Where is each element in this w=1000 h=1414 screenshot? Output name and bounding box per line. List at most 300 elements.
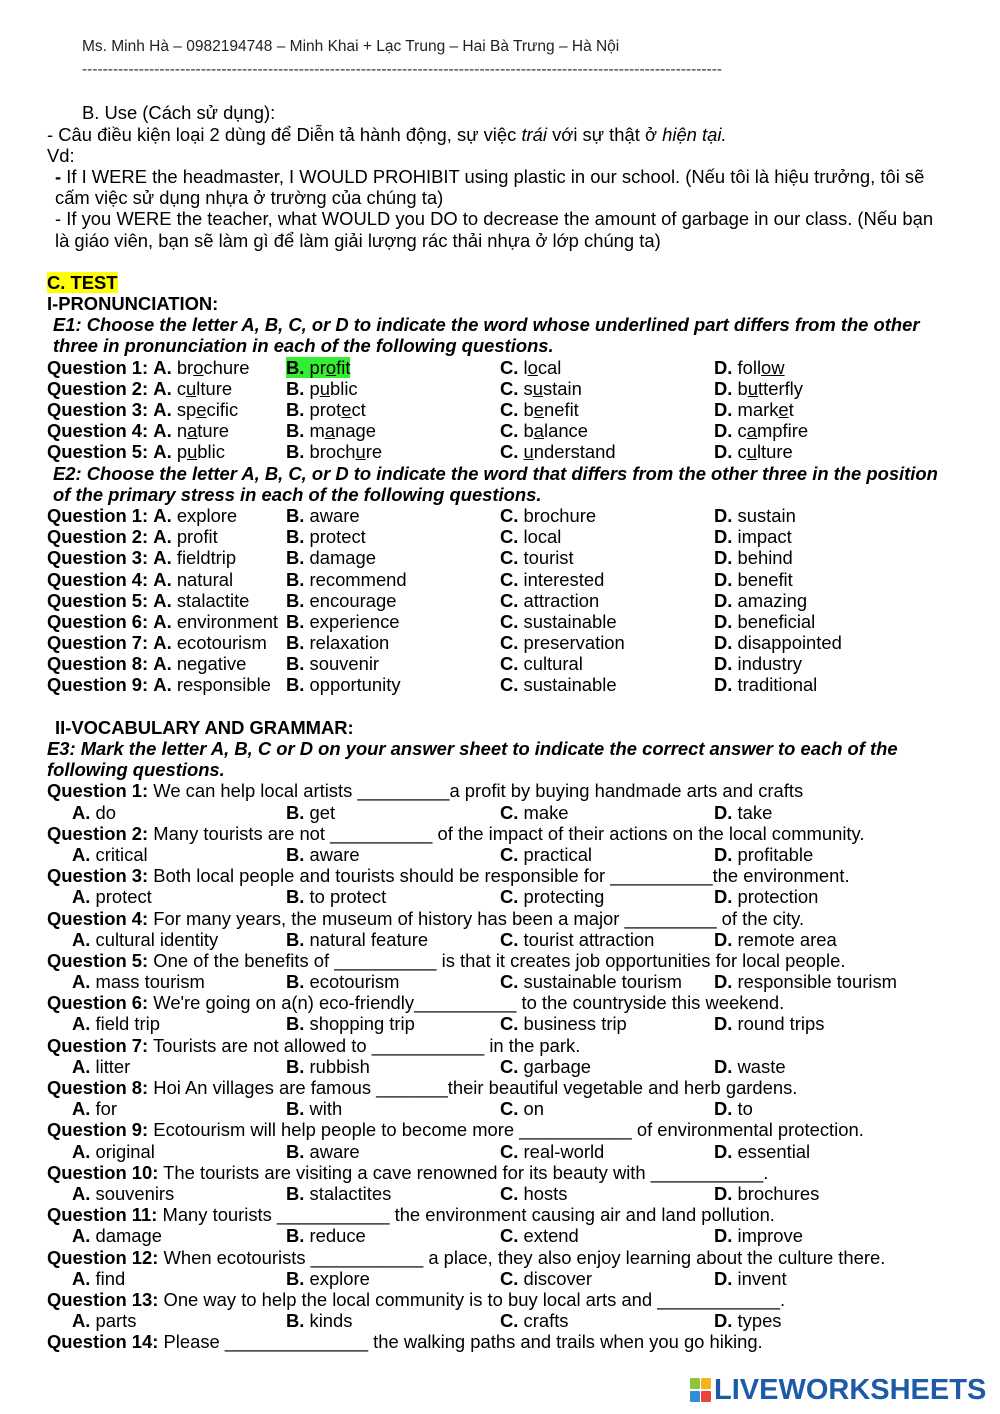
option-letter: D. xyxy=(714,1182,733,1204)
option-letter: B. xyxy=(286,1310,305,1332)
option-d[interactable] xyxy=(714,569,793,590)
option-text-start: m xyxy=(309,420,325,442)
option-text-end: re xyxy=(365,441,383,463)
option-text: damage xyxy=(309,547,376,569)
option-b[interactable] xyxy=(286,653,379,674)
option-a[interactable] xyxy=(72,886,152,907)
option-b[interactable] xyxy=(286,929,428,950)
option-c[interactable] xyxy=(500,1141,604,1162)
liveworksheets-logo-text: LIVEWORKSHEETS xyxy=(714,1374,987,1406)
option-d[interactable] xyxy=(714,378,803,399)
option-b[interactable] xyxy=(286,844,360,865)
option-text: protect xyxy=(95,886,152,908)
option-text: aware xyxy=(309,1140,360,1162)
option-d[interactable] xyxy=(714,653,802,674)
option-letter: B. xyxy=(286,1098,305,1120)
option-letter: B. xyxy=(286,610,305,632)
question-stem: When ecotourists ___________ a place, they also enjoy learning about the culture there. xyxy=(163,1246,886,1268)
option-letter: D. xyxy=(714,589,733,611)
option-text: sustainable xyxy=(523,610,617,632)
option-letter: C. xyxy=(500,632,519,654)
option-letter: B. xyxy=(286,1182,305,1204)
option-letter: C. xyxy=(500,610,519,632)
option-a[interactable] xyxy=(72,1056,130,1077)
option-d[interactable] xyxy=(714,590,807,611)
option-b[interactable] xyxy=(286,674,401,695)
question-label: Question 9: xyxy=(47,674,149,696)
pronunciation-heading: I-PRONUNCIATION: xyxy=(47,293,219,315)
option-letter: B. xyxy=(286,547,305,569)
vocabulary-heading: II-VOCABULARY AND GRAMMAR: xyxy=(55,716,354,738)
option-letter: D. xyxy=(714,971,733,993)
option-text: relaxation xyxy=(309,632,390,654)
option-b[interactable] xyxy=(286,526,366,547)
option-d[interactable] xyxy=(714,547,793,568)
e3-question-2 xyxy=(47,823,992,844)
option-d[interactable] xyxy=(714,1013,824,1034)
option-c[interactable] xyxy=(500,632,625,653)
option-text: improve xyxy=(737,1225,803,1247)
example-2 xyxy=(47,208,992,229)
option-a[interactable] xyxy=(72,1141,155,1162)
option-underlined-sound: u xyxy=(186,377,197,399)
option-b[interactable] xyxy=(286,1056,370,1077)
e3-question-4-options xyxy=(47,929,992,950)
option-a[interactable] xyxy=(153,611,278,632)
option-text-end: blic xyxy=(330,377,358,399)
option-letter: C. xyxy=(500,843,519,865)
option-c[interactable] xyxy=(500,590,599,611)
worksheet-body xyxy=(47,102,992,1352)
question-label: Question 8: xyxy=(47,1077,149,1099)
option-b[interactable] xyxy=(286,399,366,420)
option-text-end: ture xyxy=(197,420,229,442)
option-text: do xyxy=(95,801,116,823)
option-c[interactable] xyxy=(500,569,604,590)
option-text: on xyxy=(523,1098,544,1120)
option-b[interactable] xyxy=(286,505,360,526)
option-b[interactable] xyxy=(286,378,358,399)
option-a[interactable] xyxy=(72,971,205,992)
option-letter: B. xyxy=(286,377,305,399)
option-a[interactable] xyxy=(72,844,148,865)
option-c[interactable] xyxy=(500,420,588,441)
option-text: preservation xyxy=(523,632,625,654)
option-text: remote area xyxy=(737,928,837,950)
question-label: Question 1: xyxy=(47,780,149,802)
e3-question-list xyxy=(47,780,992,1352)
option-text: souvenirs xyxy=(95,1182,175,1204)
option-letter: C. xyxy=(500,971,519,993)
option-a[interactable] xyxy=(72,929,218,950)
option-letter: D. xyxy=(714,632,733,654)
option-letter: A. xyxy=(72,1013,91,1035)
option-text: get xyxy=(309,801,336,823)
option-d[interactable] xyxy=(714,929,837,950)
option-text-start: sp xyxy=(176,399,197,421)
option-text: for xyxy=(95,1098,117,1120)
option-a[interactable] xyxy=(72,1183,174,1204)
e2-question-9 xyxy=(47,674,992,695)
option-text-end: lture xyxy=(196,377,233,399)
option-letter: D. xyxy=(714,526,733,548)
option-text-end: blic xyxy=(197,441,225,463)
option-letter: D. xyxy=(714,801,733,823)
option-letter: D. xyxy=(714,441,733,463)
option-text: original xyxy=(95,1140,155,1162)
option-letter: B. xyxy=(286,971,305,993)
option-letter: C. xyxy=(500,1267,519,1289)
option-a[interactable] xyxy=(153,378,232,399)
e2-question-7 xyxy=(47,632,992,653)
option-text: disappointed xyxy=(737,632,842,654)
option-c[interactable] xyxy=(500,1310,569,1331)
question-label: Question 1: xyxy=(47,356,149,378)
question-label: Question 6: xyxy=(47,992,149,1014)
option-c[interactable] xyxy=(500,674,617,695)
e3-question-13-options xyxy=(47,1310,992,1331)
question-label: Question 9: xyxy=(47,1119,149,1141)
option-c[interactable] xyxy=(500,653,583,674)
option-text-end: stain xyxy=(542,377,582,399)
e3-question-1-options xyxy=(47,802,992,823)
option-text: aware xyxy=(309,504,360,526)
option-c[interactable] xyxy=(500,357,561,378)
e3-question-6 xyxy=(47,992,992,1013)
option-underlined-sound: e xyxy=(341,399,352,421)
option-c[interactable] xyxy=(500,399,579,420)
option-d[interactable] xyxy=(714,1183,819,1204)
option-a[interactable] xyxy=(72,1225,162,1246)
option-d[interactable] xyxy=(714,844,813,865)
option-text-end: t xyxy=(788,399,794,421)
e3-question-10 xyxy=(47,1162,992,1183)
option-letter: C. xyxy=(500,399,519,421)
option-letter: B. xyxy=(286,928,305,950)
option-text-end: mpfire xyxy=(756,420,809,442)
option-letter: C. xyxy=(500,1225,519,1247)
option-letter: A. xyxy=(153,441,172,463)
option-b[interactable] xyxy=(286,1013,415,1034)
option-letter: B. xyxy=(286,589,305,611)
option-letter: A. xyxy=(153,632,172,654)
option-a[interactable] xyxy=(72,1310,136,1331)
option-text-end: ct xyxy=(351,399,366,421)
question-label: Question 11: xyxy=(47,1204,158,1226)
option-d[interactable] xyxy=(714,420,808,441)
option-a[interactable] xyxy=(72,1098,117,1119)
option-letter: B. xyxy=(286,399,305,421)
option-d[interactable] xyxy=(714,886,818,907)
option-text: practical xyxy=(523,843,593,865)
example-2-text: If you WERE the teacher, what WOULD you DO to decrease the amount of garbage in our class. (Nếu bạn xyxy=(61,208,934,230)
option-d[interactable] xyxy=(714,399,794,420)
option-letter: C. xyxy=(500,568,519,590)
e2-question-1 xyxy=(47,505,992,526)
option-b[interactable] xyxy=(286,1098,342,1119)
option-b[interactable] xyxy=(286,1310,352,1331)
option-text: attraction xyxy=(523,589,600,611)
option-c[interactable] xyxy=(500,1056,591,1077)
option-b[interactable] xyxy=(286,802,335,823)
option-b[interactable] xyxy=(286,420,376,441)
question-stem: Please ______________ the walking paths and trails when you go hiking. xyxy=(163,1331,763,1353)
option-a[interactable] xyxy=(153,441,225,462)
example-1-continuation: cấm việc sử dụng nhựa ở trường của chúng ta) xyxy=(55,187,444,209)
option-text: make xyxy=(523,801,569,823)
option-text: explore xyxy=(309,1267,370,1289)
option-letter: C. xyxy=(500,674,519,696)
option-letter: D. xyxy=(714,928,733,950)
option-b[interactable] xyxy=(286,1268,370,1289)
question-label: Question 7: xyxy=(47,1034,149,1056)
question-label: Question 8: xyxy=(47,653,149,675)
option-underlined-sound: u xyxy=(747,377,758,399)
option-b[interactable] xyxy=(286,441,382,462)
e3-question-11 xyxy=(47,1204,992,1225)
option-c[interactable] xyxy=(500,844,592,865)
option-c[interactable] xyxy=(500,802,569,823)
option-a[interactable] xyxy=(153,674,271,695)
option-text-end: nage xyxy=(335,420,377,442)
option-d[interactable] xyxy=(714,526,792,547)
e3-question-6-options xyxy=(47,1013,992,1034)
option-text: litter xyxy=(95,1055,131,1077)
option-b[interactable] xyxy=(286,590,396,611)
question-label: Question 2: xyxy=(47,377,149,399)
e2-instructions-line-1: E2: Choose the letter A, B, C, or D to indicate the word that differs from the other three in the position xyxy=(53,462,938,484)
option-underlined-sound: u xyxy=(523,441,534,463)
option-letter: A. xyxy=(153,589,172,611)
e3-question-8-options xyxy=(47,1098,992,1119)
option-c[interactable] xyxy=(500,929,654,950)
option-d[interactable] xyxy=(714,357,785,378)
question-stem: The tourists are visiting a cave renowned for its beauty with ___________. xyxy=(163,1161,769,1183)
option-text: protect xyxy=(309,526,366,548)
option-b[interactable] xyxy=(286,569,407,590)
option-b[interactable] xyxy=(286,1225,366,1246)
option-text: sustainable xyxy=(523,674,617,696)
option-text-start: foll xyxy=(737,356,762,378)
option-d[interactable] xyxy=(714,802,772,823)
option-c[interactable] xyxy=(500,1225,579,1246)
option-text: real-world xyxy=(523,1140,605,1162)
option-text-end: cal xyxy=(537,356,562,378)
option-c[interactable] xyxy=(500,1183,568,1204)
liveworksheets-logo[interactable] xyxy=(690,1376,986,1404)
option-c[interactable] xyxy=(500,611,617,632)
option-letter: A. xyxy=(153,399,172,421)
question-label: Question 4: xyxy=(47,907,149,929)
option-letter: A. xyxy=(153,420,172,442)
option-text: stalactites xyxy=(309,1182,392,1204)
e3-question-4 xyxy=(47,908,992,929)
option-b[interactable] xyxy=(286,357,350,378)
option-underlined-sound: e xyxy=(533,399,544,421)
example-2-continuation: là giáo viên, bạn sẽ làm gì để làm giải lượng rác thải nhựa ở lớp chúng ta) xyxy=(55,229,661,251)
option-b[interactable] xyxy=(286,611,400,632)
option-text: shopping trip xyxy=(309,1013,415,1035)
option-underlined-sound: u xyxy=(319,377,330,399)
e3-question-5 xyxy=(47,950,992,971)
option-letter: B. xyxy=(286,1013,305,1035)
option-a[interactable] xyxy=(72,1013,160,1034)
option-a[interactable] xyxy=(153,590,249,611)
option-text-start: c xyxy=(176,377,187,399)
option-letter: A. xyxy=(72,1267,91,1289)
option-text-start: p xyxy=(309,377,320,399)
option-text: rubbish xyxy=(309,1055,370,1077)
option-c[interactable] xyxy=(500,1268,592,1289)
option-letter: D. xyxy=(714,886,733,908)
option-text-end: tterfly xyxy=(758,377,803,399)
e3-question-9-options xyxy=(47,1141,992,1162)
option-text: invent xyxy=(737,1267,787,1289)
option-letter: A. xyxy=(153,568,172,590)
question-stem: One of the benefits of __________ is that it creates job opportunities for local people. xyxy=(153,949,846,971)
option-a[interactable] xyxy=(153,526,217,547)
test-title: C. TEST xyxy=(47,271,118,293)
option-d[interactable] xyxy=(714,1268,787,1289)
option-c[interactable] xyxy=(500,886,604,907)
option-d[interactable] xyxy=(714,611,815,632)
option-underlined-sound: a xyxy=(324,420,336,442)
option-letter: B. xyxy=(286,653,305,675)
usage-rule-emphasis-present: hiện tại. xyxy=(662,123,727,145)
option-letter: B. xyxy=(286,632,305,654)
option-letter: D. xyxy=(714,1055,733,1077)
option-d[interactable] xyxy=(714,1141,810,1162)
option-letter: A. xyxy=(153,610,172,632)
e1-question-4 xyxy=(47,420,992,441)
option-a[interactable] xyxy=(153,357,249,378)
option-a[interactable] xyxy=(153,505,237,526)
e3-question-8 xyxy=(47,1077,992,1098)
option-text: cultural identity xyxy=(95,928,219,950)
e3-instructions-line-1: E3: Mark the letter A, B, C or D on your answer sheet to indicate the correct answer to each of the xyxy=(47,738,898,760)
option-letter: B. xyxy=(286,526,305,548)
option-text: local xyxy=(523,526,562,548)
option-a[interactable] xyxy=(153,420,229,441)
option-letter: C. xyxy=(500,653,519,675)
option-text-start: l xyxy=(523,356,528,378)
option-c[interactable] xyxy=(500,505,596,526)
e2-question-5 xyxy=(47,590,992,611)
question-label: Question 6: xyxy=(47,610,149,632)
option-a[interactable] xyxy=(153,653,246,674)
option-c[interactable] xyxy=(500,378,582,399)
option-text: types xyxy=(737,1310,782,1332)
option-text: parts xyxy=(95,1310,137,1332)
option-b[interactable] xyxy=(286,971,399,992)
option-letter: D. xyxy=(714,1225,733,1247)
option-c[interactable] xyxy=(500,1098,544,1119)
option-d[interactable] xyxy=(714,1098,753,1119)
option-letter: A. xyxy=(72,843,91,865)
question-label: Question 4: xyxy=(47,568,149,590)
option-letter: C. xyxy=(500,1013,519,1035)
option-d[interactable] xyxy=(714,674,817,695)
option-underlined-sound: u xyxy=(746,441,757,463)
e2-question-6 xyxy=(47,611,992,632)
option-d[interactable] xyxy=(714,971,897,992)
option-a[interactable] xyxy=(153,399,238,420)
option-text: to protect xyxy=(309,886,387,908)
e2-question-list xyxy=(47,505,992,696)
option-a[interactable] xyxy=(72,1268,125,1289)
option-letter: C. xyxy=(500,377,519,399)
option-underlined-sound: o xyxy=(325,356,337,378)
option-letter: B. xyxy=(286,1225,305,1247)
option-c[interactable] xyxy=(500,441,616,462)
question-label: Question 5: xyxy=(47,949,149,971)
option-b[interactable] xyxy=(286,1141,360,1162)
option-c[interactable] xyxy=(500,547,574,568)
option-text: ecotourism xyxy=(176,632,267,654)
question-label: Question 4: xyxy=(47,420,149,442)
question-label: Question 13: xyxy=(47,1288,159,1310)
option-letter: B. xyxy=(286,1055,305,1077)
option-b[interactable] xyxy=(286,632,389,653)
e3-instructions-line-2: following questions. xyxy=(47,759,225,781)
option-a[interactable] xyxy=(153,632,266,653)
question-label: Question 3: xyxy=(47,865,149,887)
question-stem: We can help local artists _________a profit by buying handmade arts and crafts xyxy=(153,780,804,802)
option-d[interactable] xyxy=(714,505,796,526)
option-text: aware xyxy=(309,843,360,865)
option-d[interactable] xyxy=(714,1310,782,1331)
option-text-end: fit xyxy=(336,356,351,378)
option-d[interactable] xyxy=(714,441,793,462)
option-letter: B. xyxy=(286,420,305,442)
option-underlined-sound: e xyxy=(778,399,789,421)
e2-question-2 xyxy=(47,526,992,547)
option-text: recommend xyxy=(309,568,407,590)
option-text-end: nderstand xyxy=(533,441,616,463)
option-letter: D. xyxy=(714,674,733,696)
option-c[interactable] xyxy=(500,526,561,547)
question-label: Question 1: xyxy=(47,504,149,526)
option-letter: D. xyxy=(714,399,733,421)
option-d[interactable] xyxy=(714,1225,803,1246)
option-a[interactable] xyxy=(72,802,116,823)
option-text: business trip xyxy=(523,1013,627,1035)
option-text: waste xyxy=(737,1055,786,1077)
option-a[interactable] xyxy=(153,547,236,568)
option-text: protection xyxy=(737,886,819,908)
option-d[interactable] xyxy=(714,632,842,653)
e3-question-10-options xyxy=(47,1183,992,1204)
option-c[interactable] xyxy=(500,1013,627,1034)
option-c[interactable] xyxy=(500,971,682,992)
option-a[interactable] xyxy=(153,569,233,590)
option-letter: D. xyxy=(714,377,733,399)
option-underlined-sound: a xyxy=(187,420,198,442)
option-text-end: nefit xyxy=(544,399,579,421)
option-d[interactable] xyxy=(714,1056,786,1077)
option-text: kinds xyxy=(309,1310,353,1332)
option-text-end: cific xyxy=(206,399,239,421)
question-label: Question 2: xyxy=(47,526,149,548)
option-text-start: n xyxy=(176,420,188,442)
option-b[interactable] xyxy=(286,1183,391,1204)
option-text: tourist xyxy=(523,547,574,569)
option-text: experience xyxy=(309,610,400,632)
e2-question-8 xyxy=(47,653,992,674)
option-letter: B. xyxy=(286,801,305,823)
option-b[interactable] xyxy=(286,886,386,907)
option-b[interactable] xyxy=(286,547,376,568)
